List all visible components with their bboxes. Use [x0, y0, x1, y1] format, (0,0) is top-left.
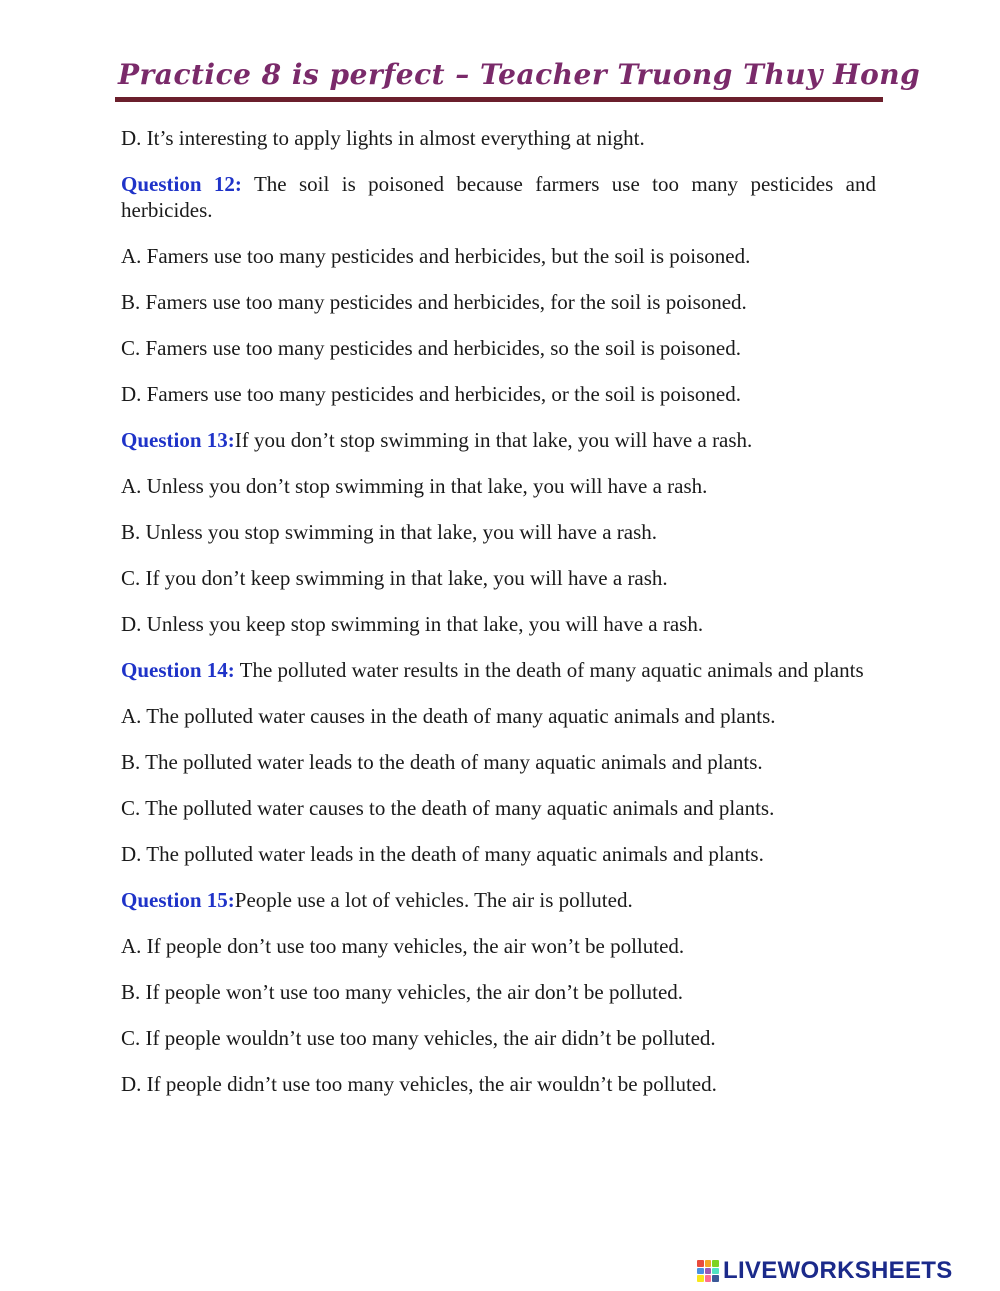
- liveworksheets-logo-icon: [697, 1260, 719, 1282]
- question-12-block: [121, 171, 876, 407]
- question-12-option-a: A. Famers use too many pesticides and herbicides, but the soil is poisoned.: [121, 244, 751, 268]
- question-13-label: Question 13:: [121, 428, 235, 452]
- question-14-text: The polluted water results in the death of many aquatic animals and plants: [234, 658, 864, 682]
- question-13-option-c: C. If you don’t keep swimming in that lake, you will have a rash.: [121, 566, 668, 590]
- worksheet-content: [121, 125, 876, 1117]
- logo-tile: [712, 1275, 719, 1282]
- question-14-stem: [121, 657, 876, 683]
- header-rule: [115, 97, 883, 102]
- logo-tile: [697, 1260, 704, 1267]
- question-15-stem: [121, 887, 876, 913]
- question-13-option-b: B. Unless you stop swimming in that lake, you will have a rash.: [121, 520, 658, 544]
- liveworksheets-footer-logo[interactable]: [697, 1256, 953, 1286]
- liveworksheets-logo-text: LIVEWORKSHEETS: [723, 1257, 953, 1284]
- logo-tile: [705, 1260, 712, 1267]
- question-15-option-c: C. If people wouldn’t use too many vehicles, the air didn’t be polluted.: [121, 1026, 716, 1050]
- question-13-text: If you don’t stop swimming in that lake, you will have a rash.: [234, 428, 753, 452]
- question-14-block: [121, 657, 876, 867]
- question-15-text: People use a lot of vehicles. The air is polluted.: [234, 888, 633, 912]
- question-14-option-b: B. The polluted water leads to the death of many aquatic animals and plants.: [121, 750, 763, 774]
- question-13-option-a: A. Unless you don’t stop swimming in that lake, you will have a rash.: [121, 474, 708, 498]
- logo-tile: [712, 1260, 719, 1267]
- question-15-label: Question 15:: [121, 888, 235, 912]
- question-14-option-a: A. The polluted water causes in the death of many aquatic animals and plants.: [121, 704, 776, 728]
- question-12-option-c: C. Famers use too many pesticides and herbicides, so the soil is poisoned.: [121, 336, 741, 360]
- logo-tile: [705, 1275, 712, 1282]
- question-15-option-b: B. If people won’t use too many vehicles, the air don’t be polluted.: [121, 980, 684, 1004]
- question-12-option-d: D. Famers use too many pesticides and herbicides, or the soil is poisoned.: [121, 382, 741, 406]
- logo-tile: [705, 1268, 712, 1275]
- logo-tile: [697, 1268, 704, 1275]
- question-13-block: [121, 427, 876, 637]
- question-12-option-b: B. Famers use too many pesticides and herbicides, for the soil is poisoned.: [121, 290, 747, 314]
- question-12-text: The soil is poisoned because farmers use too many pesticides and herbicides.: [121, 172, 876, 222]
- question-15-block: [121, 887, 876, 1097]
- header-title: Practice 8 is perfect – Teacher Truong Thuy Hong: [118, 58, 921, 91]
- question-13-stem: [121, 427, 876, 453]
- question-14-option-c: C. The polluted water causes to the death of many aquatic animals and plants.: [121, 796, 775, 820]
- question-15-option-a: A. If people don’t use too many vehicles, the air won’t be polluted.: [121, 934, 685, 958]
- question-12-stem: [121, 171, 876, 223]
- question-13-option-d: D. Unless you keep stop swimming in that lake, you will have a rash.: [121, 612, 704, 636]
- logo-tile: [712, 1268, 719, 1275]
- question-12-label: Question 12:: [121, 172, 242, 196]
- question-15-option-d: D. If people didn’t use too many vehicles, the air wouldn’t be polluted.: [121, 1072, 717, 1096]
- question-14-option-d: D. The polluted water leads in the death of many aquatic animals and plants.: [121, 842, 764, 866]
- question-14-label: Question 14:: [121, 658, 235, 682]
- logo-tile: [697, 1275, 704, 1282]
- previous-option-d: D. It’s interesting to apply lights in almost everything at night.: [121, 126, 645, 150]
